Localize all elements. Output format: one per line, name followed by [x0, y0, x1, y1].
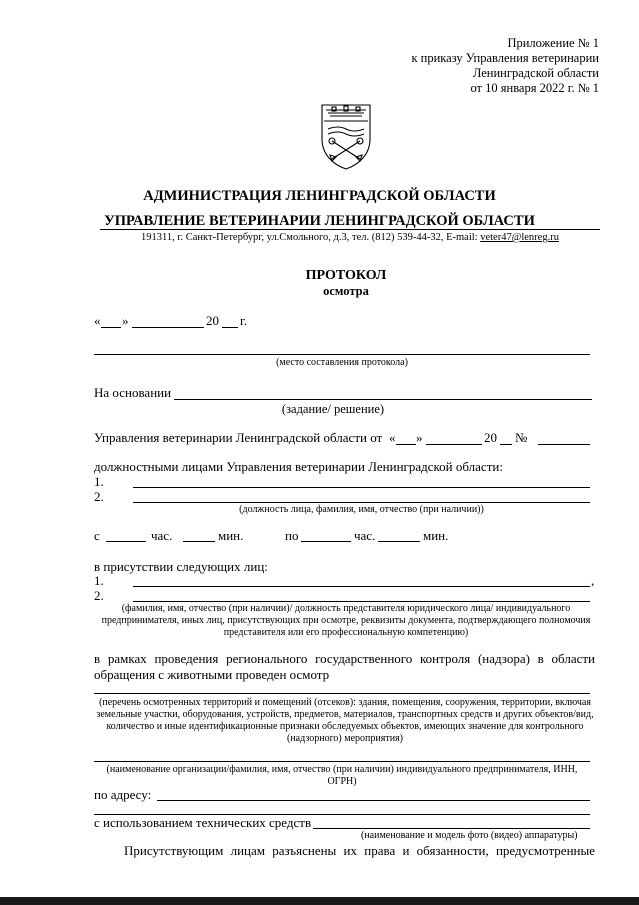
basis-caption: (задание/ решение)	[281, 402, 385, 416]
presence-comma: ,	[591, 573, 595, 588]
dep-day-field[interactable]	[396, 444, 416, 445]
presence-num-1: 1.	[94, 573, 104, 588]
presence-caption: (фамилия, имя, отчество (при наличии)/ должность представителя юридического лица/ индивидуального предпринимателя, иных лиц, присутствующих при осмотре, реквизиты документа, подтверждающего полномочия представителя или его профессиональную компетенцию)	[101, 603, 591, 638]
appendix-line-1: Приложение № 1	[507, 36, 599, 50]
admin-title: АДМИНИСТРАЦИЯ ЛЕНИНГРАДСКОЙ ОБЛАСТИ	[143, 188, 496, 204]
organization-caption: (наименование организации/фамилия, имя, отчество (при наличии) индивидуального предпринимателя, ИНН, ОГРН)	[106, 764, 578, 787]
time-minutes-2: мин.	[423, 528, 449, 543]
date-year-field[interactable]	[222, 327, 238, 328]
place-field[interactable]	[94, 354, 590, 355]
dep-year-field[interactable]	[500, 444, 512, 445]
time-hours-2: час.	[354, 528, 376, 543]
organization-field[interactable]	[94, 761, 590, 762]
territories-field[interactable]	[94, 693, 590, 694]
appendix-line-2: к приказу Управления ветеринарии	[411, 51, 599, 65]
official-2-field[interactable]	[133, 502, 590, 503]
address-label: по адресу:	[94, 787, 152, 802]
appendix-block	[411, 36, 599, 96]
date-day-field[interactable]	[101, 327, 121, 328]
presence-num-2: 2.	[94, 588, 104, 603]
control-paragraph: в рамках проведения регионального государственного контроля (надзора) в области обращения с животными проведен осмотр	[94, 651, 595, 682]
department-line-text: Управления ветеринарии Ленинградской области от	[94, 430, 383, 445]
date-year-prefix: 20	[206, 313, 219, 328]
department-title: УПРАВЛЕНИЕ ВЕТЕРИНАРИИ ЛЕНИНГРАДСКОЙ ОБЛАСТИ	[104, 213, 535, 229]
presence-label: в присутствии следующих лиц:	[94, 559, 268, 574]
appendix-line-4: от 10 января 2022 г. № 1	[470, 81, 599, 95]
officials-num-2: 2.	[94, 489, 104, 504]
dep-number-sign: №	[515, 430, 528, 445]
officials-caption: (должность лица, фамилия, имя, отчество (при наличии))	[239, 504, 484, 515]
officials-num-1: 1.	[94, 474, 104, 489]
dep-close-quote: »	[416, 430, 423, 445]
date-close-quote: »	[122, 313, 129, 328]
dep-open-quote: «	[389, 430, 396, 445]
coat-of-arms-icon	[318, 101, 374, 171]
tech-caption: (наименование и модель фото (видео) аппаратуры)	[361, 830, 578, 841]
time-from: с	[94, 528, 100, 543]
officials-label: должностными лицами Управления ветеринарии Ленинградской области:	[94, 459, 503, 474]
dep-year-prefix: 20	[484, 430, 497, 445]
basis-label: На основании	[94, 385, 172, 400]
address-field-1[interactable]	[157, 800, 590, 801]
header-divider	[100, 229, 600, 230]
time-hours-1: час.	[151, 528, 173, 543]
place-caption: (место составления протокола)	[276, 357, 408, 368]
official-1-field[interactable]	[133, 487, 590, 488]
header-address: 191311, г. Санкт-Петербург, ул.Смольного, д.3, тел. (812) 539-44-32, E-mail: veter47@lenreg.ru	[141, 232, 559, 243]
scan-bottom-edge	[0, 897, 639, 905]
presence-1-field[interactable]	[133, 586, 590, 587]
protocol-subtitle: осмотра	[323, 284, 369, 298]
time-to: по	[285, 528, 299, 543]
dep-number-field[interactable]	[538, 444, 590, 445]
basis-field[interactable]	[174, 399, 592, 400]
protocol-title: ПРОТОКОЛ	[305, 268, 387, 283]
time-from-minutes-field[interactable]	[183, 541, 215, 542]
rights-paragraph: Присутствующим лицам разъяснены их права и обязанности, предусмотренные	[124, 843, 595, 858]
appendix-line-3: Ленинградской области	[472, 66, 599, 80]
time-from-hours-field[interactable]	[106, 541, 146, 542]
date-g: г.	[240, 313, 248, 328]
email-link[interactable]: veter47@lenreg.ru	[480, 232, 559, 243]
date-open-quote: «	[94, 313, 101, 328]
presence-2-field[interactable]	[133, 601, 590, 602]
tech-field[interactable]	[313, 828, 590, 829]
time-to-minutes-field[interactable]	[378, 541, 420, 542]
tech-label: с использованием технических средств	[94, 815, 312, 830]
dep-month-field[interactable]	[426, 444, 482, 445]
time-to-hours-field[interactable]	[301, 541, 351, 542]
time-minutes-1: мин.	[218, 528, 244, 543]
territories-caption: (перечень осмотренных территорий и помещений (отсеков): здания, помещения, сооружения, территории, включая земельные участки, оборудования, устройств, предметов, материалов, транспортных средств и других объектов/вид, количество и иные идентификационные признаки обследуемых объектов, имеющих значение для контрольного (надзорного) мероприятия)	[96, 697, 594, 744]
date-month-field[interactable]	[132, 327, 204, 328]
